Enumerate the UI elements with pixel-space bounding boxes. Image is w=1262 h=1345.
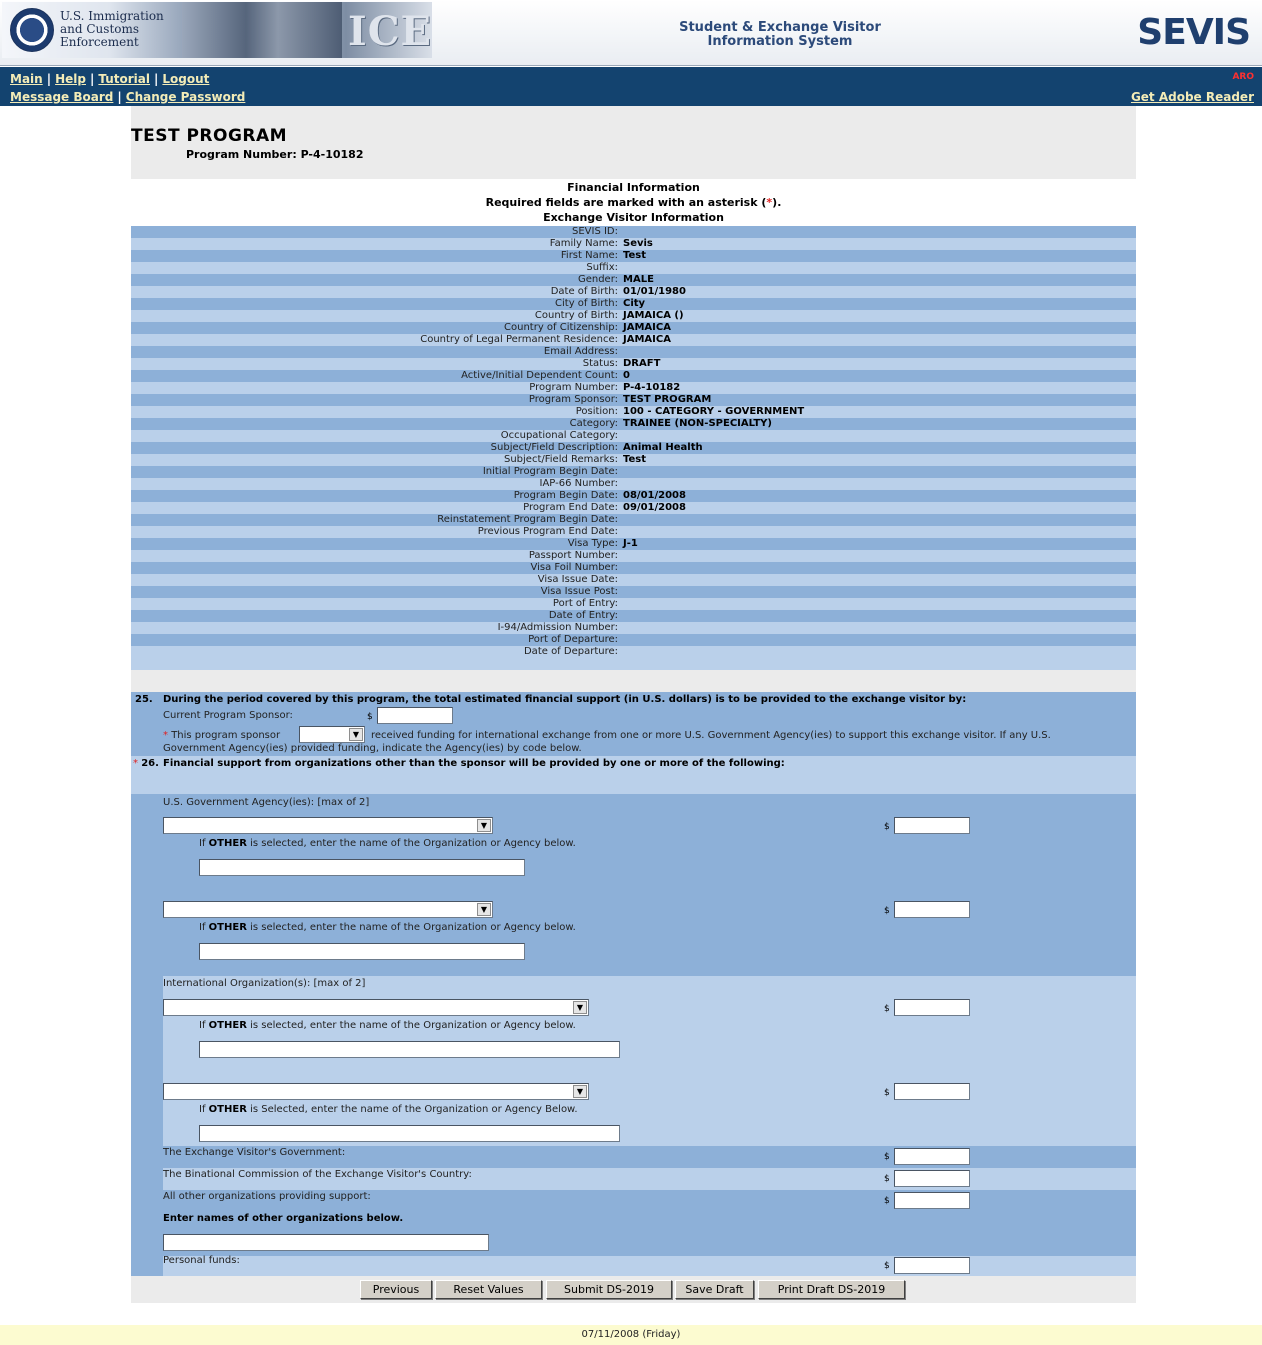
visitor-info-label: Date of Birth:	[550, 286, 618, 297]
other-suffix: is selected, enter the name of the Organization or Agency below.	[250, 922, 576, 933]
visitor-info-row	[131, 418, 1136, 430]
dhs-seal-icon	[10, 8, 54, 52]
chevron-down-icon: ▼	[477, 903, 491, 916]
agency-name-line3: Enforcement	[60, 35, 139, 49]
us-gov-agencies-section	[131, 794, 1136, 976]
visitor-info-label: Visa Type:	[567, 538, 618, 549]
other-keyword: OTHER	[208, 1104, 247, 1115]
submit-ds2019-button[interactable]: Submit DS-2019	[546, 1280, 672, 1299]
funding-prefix: This program sponsor	[171, 730, 281, 741]
all-other-orgs-label: All other organizations providing support:	[163, 1191, 371, 1202]
other-keyword: OTHER	[208, 922, 247, 933]
ice-logo	[2, 2, 432, 58]
other-keyword: OTHER	[208, 838, 247, 849]
personal-funds-row	[131, 1256, 1136, 1276]
visitor-info-row	[131, 394, 1136, 406]
ice-logo-text: ICE	[348, 8, 432, 55]
visitor-info-value: City	[623, 298, 646, 309]
visitor-info-row	[131, 658, 1136, 670]
us-gov-agency-2-amount-input[interactable]	[894, 901, 970, 918]
intl-orgs-section	[131, 976, 1136, 1146]
visitor-info-row	[131, 574, 1136, 586]
nav-row-primary	[10, 72, 209, 86]
visitor-info-value: JAMAICA ()	[623, 310, 684, 321]
visitor-info-row	[131, 238, 1136, 250]
intl-org-1-other-input[interactable]	[199, 1041, 620, 1058]
other-instruction	[199, 1104, 578, 1115]
visitor-info-label: Program Begin Date:	[513, 490, 618, 501]
visitor-info-label: Country of Citizenship:	[504, 322, 618, 333]
previous-button[interactable]: Previous	[360, 1280, 432, 1299]
program-title: TEST PROGRAM	[131, 126, 288, 146]
section-heading: Financial Information	[567, 181, 700, 194]
visitor-info-value: TRAINEE (NON-SPECIALTY)	[623, 418, 772, 429]
required-star: *	[133, 758, 138, 769]
agency-name-line1: U.S. Immigration	[60, 9, 164, 23]
visitor-info-row	[131, 634, 1136, 646]
visitor-info-label: Visa Issue Post:	[540, 586, 618, 597]
visitor-info-row	[131, 382, 1136, 394]
intl-org-2-select[interactable]	[163, 1083, 589, 1100]
visitor-info-label: City of Birth:	[555, 298, 618, 309]
currency-symbol: $	[884, 1152, 890, 1162]
other-prefix: If	[199, 1020, 206, 1031]
visitor-info-label: Initial Program Begin Date:	[482, 466, 618, 477]
visitor-info-value: J-1	[623, 538, 638, 549]
currency-symbol: $	[884, 822, 890, 832]
visitor-info-label: SEVIS ID:	[571, 226, 618, 237]
visitor-info-row	[131, 442, 1136, 454]
personal-funds-label: Personal funds:	[163, 1255, 240, 1266]
visitor-info-label: Email Address:	[543, 346, 618, 357]
visitor-info-row	[131, 262, 1136, 274]
footer-date: 07/11/2008 (Friday)	[0, 1325, 1262, 1345]
currency-symbol: $	[884, 1261, 890, 1271]
us-gov-agency-1-select[interactable]	[163, 817, 493, 834]
reset-values-button[interactable]: Reset Values	[435, 1280, 542, 1299]
visitor-info-value: DRAFT	[623, 358, 661, 369]
visitor-info-row	[131, 526, 1136, 538]
visitor-info-row	[131, 274, 1136, 286]
visitor-info-label: Port of Departure:	[528, 634, 618, 645]
header-banner	[0, 0, 1262, 66]
visitor-info-label: Country of Birth:	[534, 310, 618, 321]
nav-separator: |	[154, 72, 159, 86]
nav-row-secondary	[10, 90, 245, 104]
sevis-logo: SEVIS	[1137, 12, 1250, 53]
other-suffix: is Selected, enter the name of the Organization or Agency Below.	[250, 1104, 578, 1115]
nav-link-logout[interactable]: Logout	[162, 72, 210, 86]
chevron-down-icon: ▼	[349, 728, 363, 741]
visitor-info-row	[131, 646, 1136, 658]
exchange-visitor-info-box	[131, 179, 1136, 670]
visitor-info-label: Gender:	[577, 274, 618, 285]
sponsor-label: Current Program Sponsor:	[163, 710, 293, 721]
us-gov-agencies-label: U.S. Government Agency(ies): [max of 2]	[163, 797, 370, 808]
visitor-info-row	[131, 334, 1136, 346]
ev-government-row	[131, 1146, 1136, 1168]
visitor-info-row	[131, 322, 1136, 334]
program-number	[186, 148, 364, 161]
other-suffix: is selected, enter the name of the Organization or Agency below.	[250, 1020, 576, 1031]
required-note-prefix: Required fields are marked with an asterisk (	[485, 196, 767, 209]
other-instruction	[199, 922, 576, 933]
nav-separator: |	[46, 72, 52, 86]
question-26-header	[131, 756, 1136, 794]
all-other-orgs-amount-input[interactable]	[894, 1192, 970, 1209]
visitor-info-value: 09/01/2008	[623, 502, 686, 513]
visitor-info-value: 01/01/1980	[623, 286, 686, 297]
visitor-info-value: Test	[623, 250, 647, 261]
visitor-info-row	[131, 430, 1136, 442]
intl-org-1-select[interactable]	[163, 999, 589, 1016]
funding-suffix: received funding for international exchange from one or more U.S. Government Agency(ies) to support this exchange visitor. If any U.S.	[371, 730, 1051, 741]
nav-link-main[interactable]: Main	[10, 72, 43, 86]
visitor-info-value: TEST PROGRAM	[623, 394, 712, 405]
other-prefix: If	[199, 1104, 206, 1115]
nav-link-help[interactable]: Help	[55, 72, 86, 86]
q25-question: During the period covered by this program, the total estimated financial support (in U.S. dollars) is to be provided to the exchange visitor by:	[163, 694, 967, 705]
nav-separator: |	[117, 90, 122, 104]
intl-org-2-amount-input[interactable]	[894, 1083, 970, 1100]
intl-org-1-amount-input[interactable]	[894, 999, 970, 1016]
other-prefix: If	[199, 922, 206, 933]
visitor-info-value: P-4-10182	[623, 382, 681, 393]
visitor-info-value: JAMAICA	[623, 334, 671, 345]
visitor-info-label: Status:	[582, 358, 618, 369]
visitor-info-label: Previous Program End Date:	[477, 526, 618, 537]
visitor-info-label: Program Sponsor:	[528, 394, 618, 405]
system-name-line1: Student & Exchange Visitor	[679, 20, 881, 35]
currency-symbol: $	[884, 1174, 890, 1184]
required-star: *	[163, 730, 168, 741]
visitor-info-label: Position:	[575, 406, 618, 417]
visitor-info-value: Animal Health	[623, 442, 703, 453]
visitor-info-label: Visa Issue Date:	[537, 574, 618, 585]
other-prefix: If	[199, 838, 206, 849]
visitor-info-label: Program Number:	[529, 382, 618, 393]
binational-row	[131, 1168, 1136, 1190]
binational-amount-input[interactable]	[894, 1170, 970, 1187]
visitor-info-value: Sevis	[623, 238, 653, 249]
visitor-info-row	[131, 622, 1136, 634]
currency-symbol: $	[367, 712, 373, 722]
chevron-down-icon: ▼	[573, 1001, 587, 1014]
visitor-info-label: Port of Entry:	[552, 598, 618, 609]
visitor-info-row	[131, 454, 1136, 466]
navigation-bar	[0, 67, 1262, 106]
nav-link-message-board[interactable]: Message Board	[10, 90, 114, 104]
get-adobe-reader-link[interactable]: Get Adobe Reader	[1130, 90, 1254, 104]
visitor-info-label: Country of Legal Permanent Residence:	[420, 334, 618, 345]
other-orgs-names-input[interactable]	[163, 1234, 489, 1251]
visitor-info-label: Family Name:	[549, 238, 618, 249]
us-gov-agency-2-select[interactable]	[163, 901, 493, 918]
ev-government-label: The Exchange Visitor's Government:	[163, 1147, 346, 1158]
save-draft-button[interactable]: Save Draft	[675, 1280, 754, 1299]
visitor-info-value: 08/01/2008	[623, 490, 686, 501]
visitor-info-row	[131, 226, 1136, 238]
us-gov-agency-2-other-input[interactable]	[199, 943, 525, 960]
nav-separator: |	[89, 72, 95, 86]
visitor-info-row	[131, 478, 1136, 490]
visitor-info-row	[131, 466, 1136, 478]
enter-names-label: Enter names of other organizations below.	[163, 1213, 404, 1224]
required-note-suffix: ).	[772, 196, 782, 209]
currency-symbol: $	[884, 1196, 890, 1206]
main-panel	[131, 106, 1136, 1303]
visitor-info-value: 100 - CATEGORY - GOVERNMENT	[623, 406, 805, 417]
visitor-info-label: Occupational Category:	[500, 430, 618, 441]
sponsor-amount-input[interactable]	[377, 707, 453, 724]
visitor-info-label: Subject/Field Description:	[490, 442, 618, 453]
header-photo-strip	[182, 2, 342, 58]
visitor-info-label: Visa Foil Number:	[530, 562, 618, 573]
program-number-value: P-4-10182	[300, 148, 364, 161]
visitor-info-value: Test	[623, 454, 647, 465]
visitor-info-value: JAMAICA	[623, 322, 671, 333]
visitor-info-label: Subject/Field Remarks:	[503, 454, 618, 465]
agency-name-line2: and Customs	[60, 22, 140, 36]
other-keyword: OTHER	[208, 1020, 247, 1031]
other-instruction	[199, 1020, 576, 1031]
binational-label: The Binational Commission of the Exchange Visitor's Country:	[163, 1169, 472, 1180]
visitor-info-value: 0	[623, 370, 630, 381]
visitor-info-row	[131, 586, 1136, 598]
q25-number: 25.	[135, 694, 153, 705]
visitor-info-row	[131, 598, 1136, 610]
all-other-orgs-section	[131, 1190, 1136, 1256]
visitor-info-row	[131, 358, 1136, 370]
other-suffix: is selected, enter the name of the Organization or Agency below.	[250, 838, 576, 849]
chevron-down-icon: ▼	[477, 819, 491, 832]
visitor-info-row	[131, 490, 1136, 502]
visitor-info-label: Date of Departure:	[523, 646, 618, 657]
visitor-info-table	[131, 226, 1136, 670]
personal-funds-amount-input[interactable]	[894, 1257, 970, 1274]
gov-funding-select[interactable]	[299, 726, 365, 743]
visitor-info-row	[131, 562, 1136, 574]
visitor-info-row	[131, 406, 1136, 418]
ev-government-amount-input[interactable]	[894, 1148, 970, 1165]
visitor-info-label: Suffix:	[586, 262, 618, 273]
q26-number: 26.	[141, 758, 159, 769]
print-draft-ds2019-button[interactable]: Print Draft DS-2019	[758, 1280, 905, 1299]
visitor-info-row	[131, 286, 1136, 298]
intl-org-2-other-input[interactable]	[199, 1125, 620, 1142]
q26-question: Financial support from organizations other than the sponsor will be provided by one or more of the following:	[163, 758, 785, 769]
program-number-label: Program Number:	[186, 148, 297, 161]
required-fields-note	[131, 196, 1136, 209]
visitor-info-label: Category:	[569, 418, 618, 429]
visitor-info-label: Passport Number:	[528, 550, 618, 561]
visitor-info-row	[131, 370, 1136, 382]
visitor-info-row	[131, 550, 1136, 562]
visitor-info-row	[131, 610, 1136, 622]
question-25-section	[131, 692, 1136, 756]
system-name-line2: Information System	[707, 34, 853, 49]
chevron-down-icon: ▼	[573, 1085, 587, 1098]
agency-name	[60, 10, 170, 49]
visitor-info-label: Date of Entry:	[548, 610, 618, 621]
visitor-info-label: Reinstatement Program Begin Date:	[437, 514, 618, 525]
required-star: *	[766, 196, 773, 209]
funding-statement	[163, 730, 280, 741]
visitor-info-label: Program End Date:	[523, 502, 618, 513]
user-role-badge: ARO	[1232, 72, 1254, 82]
visitor-info-row	[131, 538, 1136, 550]
visitor-info-row	[131, 250, 1136, 262]
visitor-info-row	[131, 298, 1136, 310]
us-gov-agency-1-other-input[interactable]	[199, 859, 525, 876]
visitor-info-heading: Exchange Visitor Information	[543, 211, 724, 224]
visitor-info-label: Active/Initial Dependent Count:	[461, 370, 618, 381]
visitor-info-row	[131, 514, 1136, 526]
other-instruction	[199, 838, 576, 849]
visitor-info-value: MALE	[623, 274, 654, 285]
us-gov-agency-1-amount-input[interactable]	[894, 817, 970, 834]
currency-symbol: $	[884, 906, 890, 916]
visitor-info-row	[131, 310, 1136, 322]
nav-link-tutorial[interactable]: Tutorial	[98, 72, 151, 86]
visitor-info-label: IAP-66 Number:	[539, 478, 618, 489]
visitor-info-label: First Name:	[560, 250, 618, 261]
currency-symbol: $	[884, 1088, 890, 1098]
visitor-info-row	[131, 346, 1136, 358]
nav-link-change-password[interactable]: Change Password	[125, 90, 246, 104]
intl-orgs-label: International Organization(s): [max of 2]	[163, 978, 366, 989]
q26-heading	[133, 758, 159, 769]
system-name	[630, 21, 930, 49]
visitor-info-row	[131, 502, 1136, 514]
funding-instructions: Government Agency(ies) provided funding, indicate the Agency(ies) by code below.	[163, 743, 582, 754]
currency-symbol: $	[884, 1004, 890, 1014]
visitor-info-label: I-94/Admission Number:	[497, 622, 618, 633]
